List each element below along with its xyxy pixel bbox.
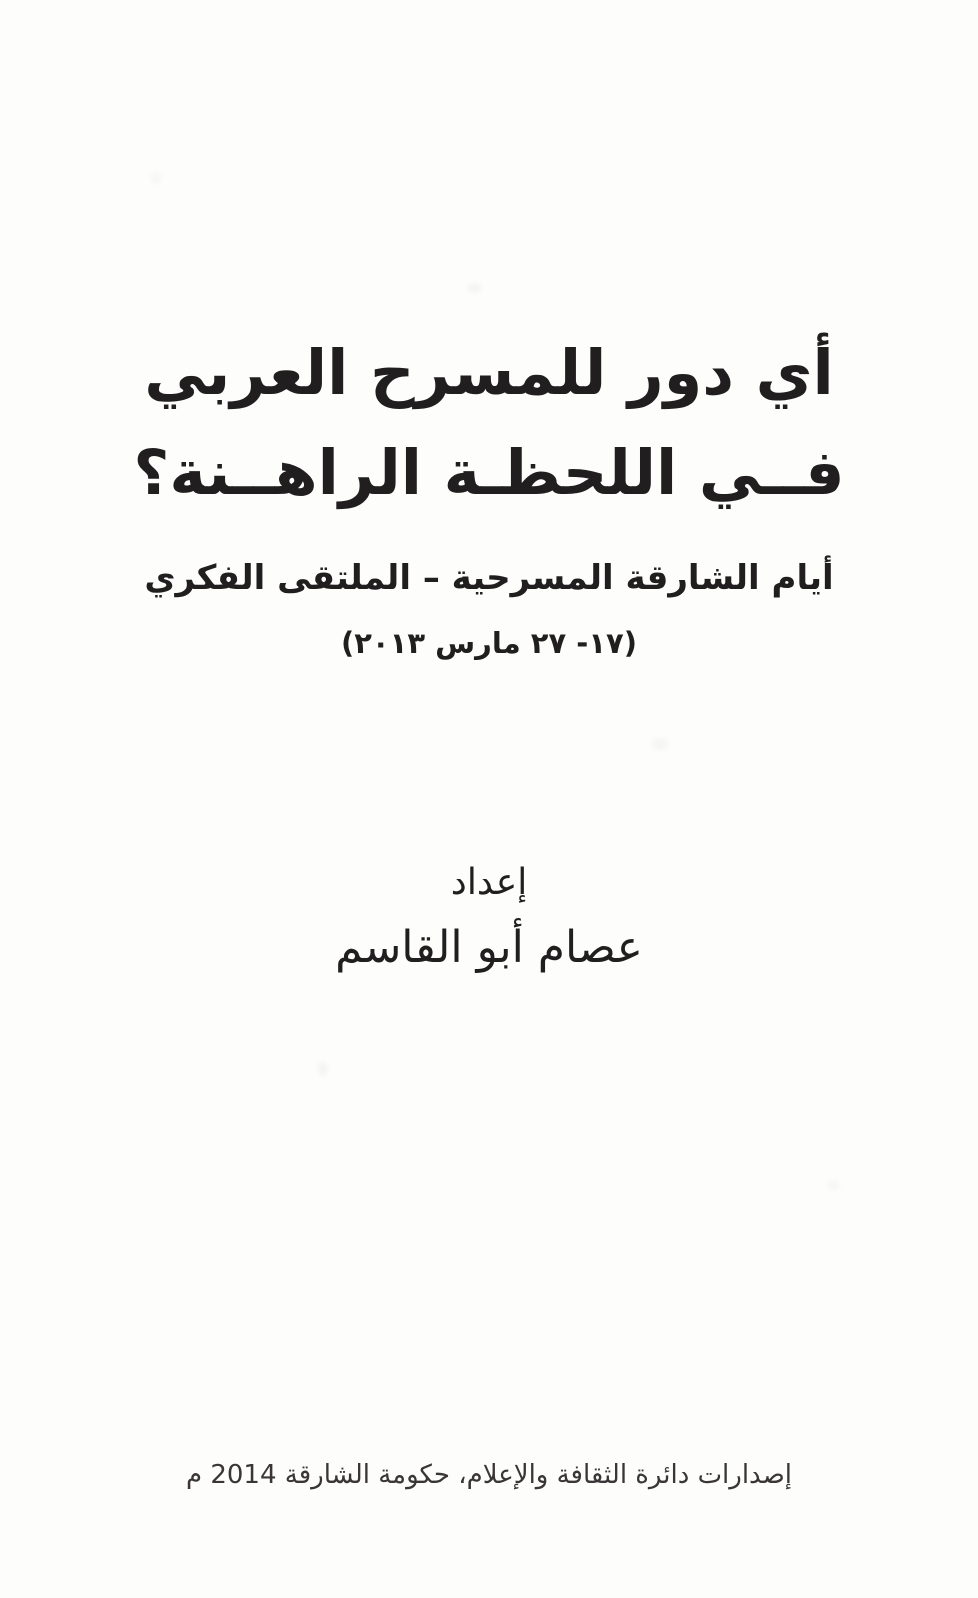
book-title-line-1: أي دور للمسرح العربي [144,336,834,409]
event-date: (١٧- ٢٧ مارس ٢٠١٣) [340,626,638,660]
scan-speck [652,738,668,750]
scan-speck [468,283,482,293]
scan-speck [150,172,162,184]
scan-speck [318,1062,328,1076]
book-title-line-2: فــي اللحظـة الراهــنة؟ [133,436,845,509]
scan-speck [828,1180,840,1190]
prepared-by-label: إعداد [450,862,528,903]
event-subtitle: أيام الشارقة المسرحية – الملتقى الفكري [144,558,834,598]
publisher-imprint: إصدارات دائرة الثقافة والإعلام، حكومة الشارقة 2014 م [185,1460,793,1490]
author-name: عصام أبو القاسم [335,922,643,973]
